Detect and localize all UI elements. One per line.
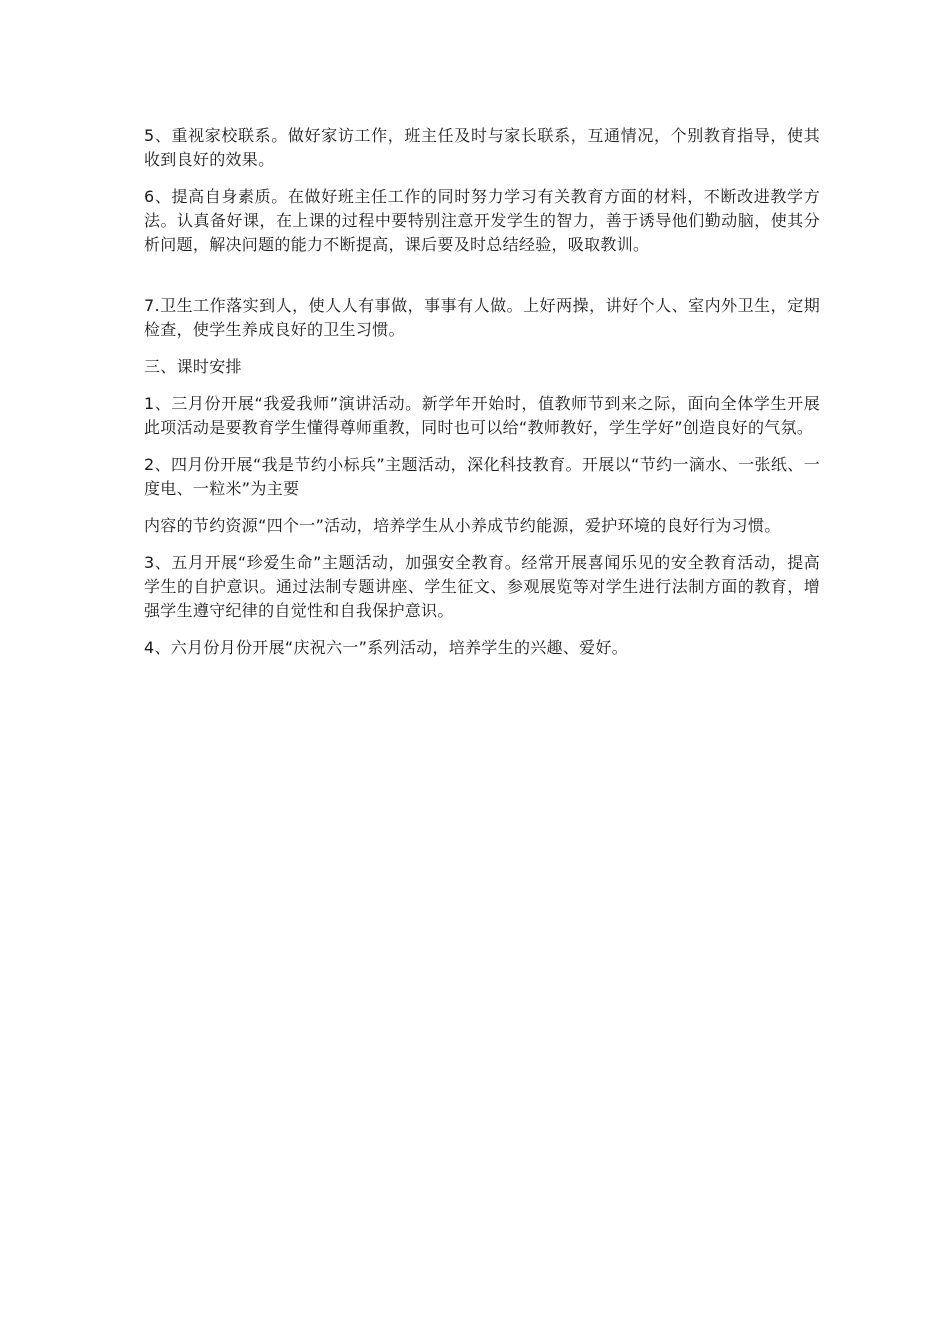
schedule-item-4: 4、六月份月份开展“庆祝六一”系列活动，培养学生的兴趣、爱好。 [144, 638, 629, 657]
paragraph-item-5: 5、重视家校联系。做好家访工作，班主任及时与家长联系，互通情况，个别教育指导，使其收到良好的效果。 [144, 126, 820, 169]
paragraph-item-7: 7.卫生工作落实到人，使人人有事做，事事有人做。上好两操，讲好个人、室内外卫生，定期检查，使学生养成良好的卫生习惯。 [144, 296, 820, 339]
paragraph-item-6: 6、提高自身素质。在做好班主任工作的同时努力学习有关教育方面的材料，不断改进教学方法。认真备好课，在上课的过程中要特别注意开发学生的智力，善于诱导他们勤动脑，使其分析问题，解决问题的能力不断提高，课后要及时总结经验，吸取教训。 [144, 187, 820, 254]
paragraph-spacer [144, 270, 820, 294]
schedule-item-2-continued: 内容的节约资源“四个一”活动，培养学生从小养成节约能源，爱护环境的良好行为习惯。 [144, 516, 781, 535]
section-heading: 三、课时安排 [144, 357, 242, 376]
schedule-item-2: 2、四月份开展“我是节约小标兵”主题活动，深化科技教育。开展以“节约一滴水、一张纸、一度电、一粒米”为主要 [144, 455, 820, 498]
schedule-item-3: 3、五月开展“珍爱生命”主题活动，加强安全教育。经常开展喜闻乐见的安全教育活动，提高学生的自护意识。通过法制专题讲座、学生征文、参观展览等对学生进行法制方面的教育，增强学生遵守纪律的自觉性和自我保护意识。 [144, 553, 820, 620]
document-page [144, 124, 820, 673]
schedule-item-1: 1、三月份开展“我爱我师”演讲活动。新学年开始时，值教师节到来之际，面向全体学生开展此项活动是要教育学生懂得尊师重教，同时也可以给“教师教好，学生学好”创造良好的气氛。 [144, 394, 820, 437]
